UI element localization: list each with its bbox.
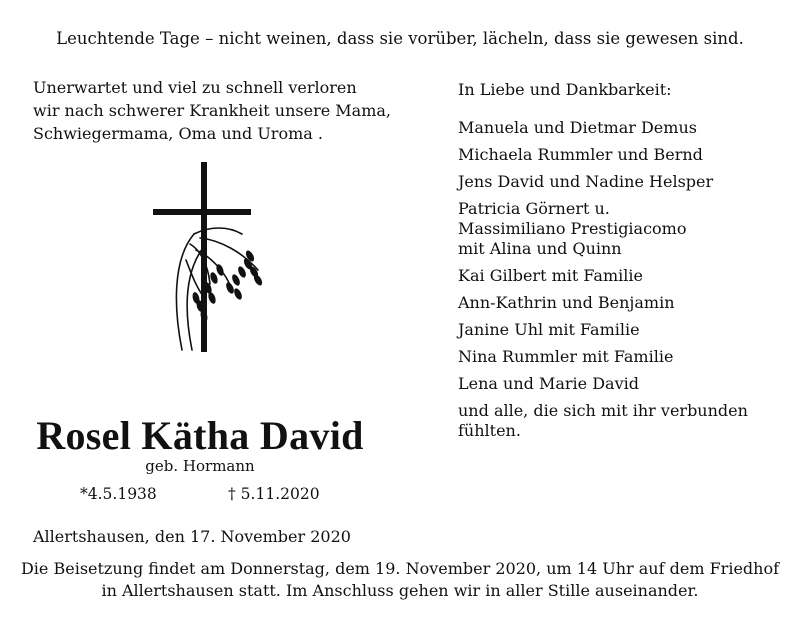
- mourner-entry: Jens David und Nadine Helsper: [458, 172, 714, 191]
- birth-date: *4.5.1938: [80, 485, 157, 503]
- mourner-entry: Patricia Görnert u. Massimiliano Prestigiacomo mit Alina und Quinn: [458, 199, 687, 258]
- mourner-entry: Manuela und Dietmar Demus: [458, 118, 697, 137]
- cross-with-wheat-icon: [150, 160, 270, 360]
- mourner-entry: Janine Uhl mit Familie: [458, 320, 640, 339]
- mourner-entry: Kai Gilbert mit Familie: [458, 266, 643, 285]
- funeral-line: Die Beisetzung findet am Donnerstag, dem 19. November 2020, um 14 Uhr auf dem Friedhof: [20, 559, 780, 578]
- motto-quote: Leuchtende Tage – nicht weinen, dass sie vorüber, lächeln, dass sie gewesen sind.: [56, 29, 744, 48]
- death-date: † 5.11.2020: [228, 485, 320, 503]
- intro-line: Schwiegermama, Oma und Uroma .: [33, 124, 323, 143]
- intro-line: Unerwartet und viel zu schnell verloren: [33, 78, 357, 97]
- funeral-notice: [0, 558, 800, 602]
- deceased-name: Rosel Kätha David: [36, 413, 364, 458]
- maiden-name: geb. Hormann: [145, 457, 255, 475]
- mourner-entry: Lena und Marie David: [458, 374, 639, 393]
- funeral-line: in Allertshausen statt. Im Anschluss gehen wir in aller Stille auseinander.: [101, 581, 699, 600]
- thanks-heading: In Liebe und Dankbarkeit:: [458, 80, 672, 99]
- mourner-entry: Nina Rummler mit Familie: [458, 347, 674, 366]
- intro-line: wir nach schwerer Krankheit unsere Mama,: [33, 101, 391, 120]
- place-and-date: Allertshausen, den 17. November 2020: [33, 527, 351, 546]
- mourner-entry: Ann-Kathrin und Benjamin: [458, 293, 675, 312]
- mourner-entry: und alle, die sich mit ihr verbunden fühlten.: [458, 401, 748, 440]
- intro-text: [33, 76, 413, 145]
- mourner-entry: Michaela Rummler und Bernd: [458, 145, 703, 164]
- mourners-list: [458, 118, 788, 448]
